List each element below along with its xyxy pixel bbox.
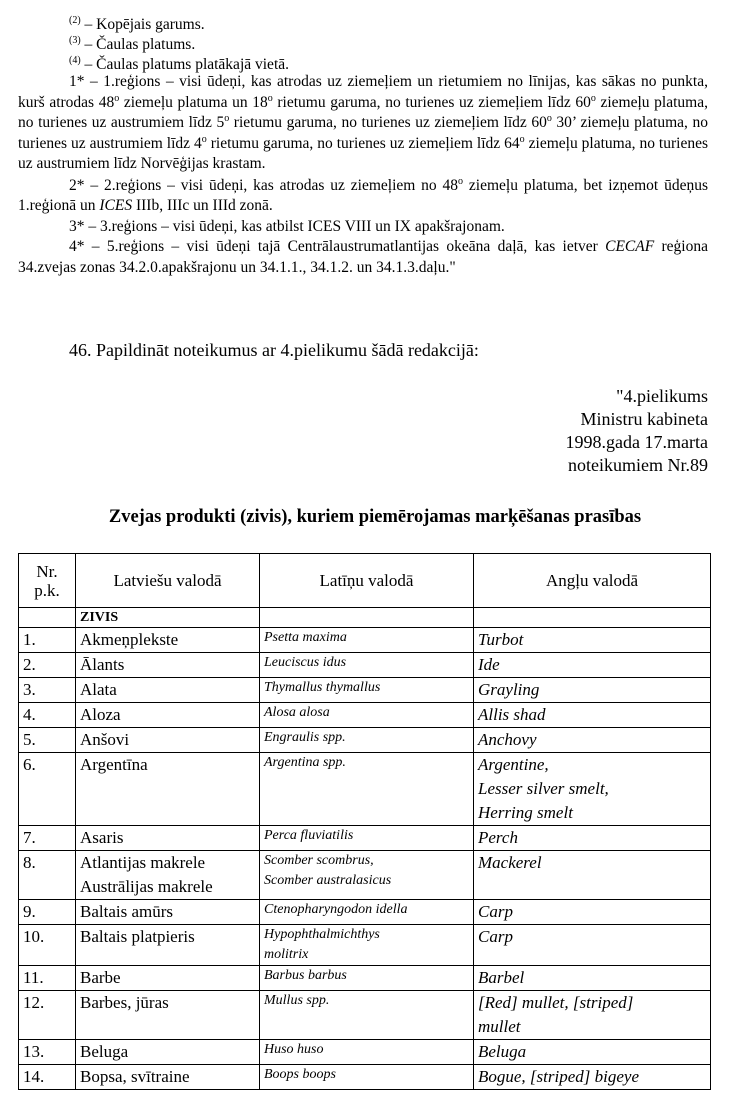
latin-name: Argentina spp.	[264, 755, 346, 770]
latvian-name-cell	[76, 728, 260, 753]
section-row	[19, 608, 711, 628]
table-row	[19, 966, 711, 991]
table-row	[19, 826, 711, 851]
row-number: 1.	[19, 628, 76, 653]
latvian-name: Asaris	[80, 828, 124, 847]
annex-line: 1998.gada 17.marta	[565, 432, 708, 452]
latin-name: Alosa alosa	[264, 705, 330, 720]
latvian-name: Argentīna	[80, 755, 148, 774]
row-number: 7.	[19, 826, 76, 851]
english-name: Perch	[478, 828, 518, 847]
english-name: [Red] mullet, [striped]	[478, 993, 634, 1012]
latvian-name-cell	[76, 678, 260, 703]
latin-name-cell	[260, 925, 474, 966]
latvian-name-cell	[76, 753, 260, 826]
footnote: $^{(2)}$ – Kopējais garums.	[69, 15, 205, 33]
table-row	[19, 900, 711, 925]
section-label: ZIVIS	[76, 608, 260, 628]
latvian-name-cell	[76, 653, 260, 678]
region-4-note: 4* – 5.reģions – visi ūdeņi tajā Centrālaustrumatlantijas okeāna daļā, kas ietver CECAF reģiona 34.zvejas zonas 34.2.0.apakšrajonu un 34.1.1., 34.1.2. un 34.1.3.daļu."	[18, 238, 708, 276]
latin-name: Psetta maxima	[264, 630, 347, 645]
table-row	[19, 851, 711, 900]
latin-name-cell	[260, 628, 474, 653]
latin-name: Engraulis spp.	[264, 730, 346, 745]
row-number: 11.	[19, 966, 76, 991]
section-empty-cell	[474, 608, 711, 628]
latin-name: Huso huso	[264, 1042, 324, 1057]
english-name: Mackerel	[478, 853, 542, 872]
row-number: 4.	[19, 703, 76, 728]
english-name: mullet	[478, 1017, 521, 1036]
latvian-name-cell	[76, 1065, 260, 1090]
footnote: $^{(3)}$ – Čaulas platums.	[69, 35, 196, 53]
latvian-name: Barbes, jūras	[80, 993, 169, 1012]
row-number: 5.	[19, 728, 76, 753]
table-row	[19, 653, 711, 678]
latvian-name-cell	[76, 900, 260, 925]
region-3-note: 3* – 3.reģions – visi ūdeņi, kas atbilst ICES VIII un IX apakšrajonam.	[69, 217, 505, 235]
english-name: Herring smelt	[478, 803, 573, 822]
english-name: Allis shad	[478, 705, 546, 724]
annex-line: "4.pielikums	[616, 386, 708, 406]
english-name-cell	[474, 851, 711, 900]
annex-line: noteikumiem Nr.89	[568, 455, 708, 475]
english-name-cell	[474, 628, 711, 653]
row-number: 10.	[19, 925, 76, 966]
latin-name-cell	[260, 1040, 474, 1065]
fish-table	[18, 553, 711, 1090]
latvian-name-cell	[76, 628, 260, 653]
latvian-name: Akmeņplekste	[80, 630, 179, 649]
latin-name-cell	[260, 703, 474, 728]
latin-name-cell	[260, 900, 474, 925]
latin-name-cell	[260, 1065, 474, 1090]
header-english: Angļu valodā	[474, 554, 711, 608]
row-number: 2.	[19, 653, 76, 678]
header-number: Nr. p.k.	[19, 554, 76, 608]
region-1-note: 1* – 1.reģions – visi ūdeņi, kas atrodas uz ziemeļiem un rietumiem no līnijas, kas sākas no punkta, kurš atrodas 48$^o$ ziemeļu platuma un 18$^o$ rietumu garuma, no turienes uz ziemeļiem līdz 60$^o$ ziemeļu platuma, no turienes uz austrumiem līdz 5$^o$ rietumu garuma, no turienes uz ziemeļiem līdz 60$^o$ 30’ ziemeļu platuma, no turienes uz austrumiem līdz 4$^o$ rietumu garuma, no turienes uz ziemeļiem līdz 64$^o$ ziemeļu platuma, no turienes uz austrumiem līdz Norvēģijas krastam.	[18, 73, 708, 172]
english-name-cell	[474, 653, 711, 678]
latvian-name-cell	[76, 966, 260, 991]
latin-name: Scomber scombrus,	[264, 853, 374, 868]
row-number: 14.	[19, 1065, 76, 1090]
latvian-name: Aloza	[80, 705, 121, 724]
latin-name-cell	[260, 826, 474, 851]
latin-name-cell	[260, 678, 474, 703]
latin-name: Thymallus thymallus	[264, 680, 381, 695]
amendment-item-46: 46. Papildināt noteikumus ar 4.pielikumu šādā redakcijā:	[69, 340, 479, 360]
section-empty-cell	[260, 608, 474, 628]
row-number: 6.	[19, 753, 76, 826]
region-notes	[18, 72, 708, 278]
latin-name: Hypophthalmichthys	[264, 927, 380, 942]
latin-name-cell	[260, 753, 474, 826]
latin-name-cell	[260, 991, 474, 1040]
english-name-cell	[474, 1065, 711, 1090]
table-row	[19, 678, 711, 703]
row-number: 9.	[19, 900, 76, 925]
table-row	[19, 925, 711, 966]
latin-name: Ctenopharyngodon idella	[264, 902, 408, 917]
latin-name: molitrix	[264, 947, 309, 962]
region-2-note: 2* – 2.reģions – visi ūdeņi, kas atrodas uz ziemeļiem no 48$^o$ ziemeļu platuma, bet izņemot ūdeņus 1.reģionā un ICES IIIb, IIIc un IIId zonā.	[18, 175, 708, 214]
annex-line: Ministru kabineta	[580, 409, 708, 429]
english-name-cell	[474, 991, 711, 1040]
english-name-cell	[474, 728, 711, 753]
english-name-cell	[474, 753, 711, 826]
latvian-name-cell	[76, 925, 260, 966]
latvian-name: Beluga	[80, 1042, 129, 1061]
latin-name: Scomber australasicus	[264, 873, 392, 888]
english-name: Turbot	[478, 630, 524, 649]
table-row	[19, 728, 711, 753]
latvian-name-cell	[76, 826, 260, 851]
row-number: 8.	[19, 851, 76, 900]
english-name: Carp	[478, 902, 513, 921]
english-name-cell	[474, 900, 711, 925]
english-name: Grayling	[478, 680, 540, 699]
annex-header	[566, 385, 708, 477]
latvian-name: Austrālijas makrele	[80, 877, 213, 896]
latin-name: Mullus spp.	[264, 993, 330, 1008]
table-row	[19, 703, 711, 728]
english-name: Anchovy	[478, 730, 537, 749]
latin-name: Perca fluviatilis	[264, 828, 354, 843]
table-row	[19, 1065, 711, 1090]
header-latvian: Latviešu valodā	[76, 554, 260, 608]
latin-name: Barbus barbus	[264, 968, 347, 983]
latvian-name: Barbe	[80, 968, 121, 987]
latvian-name: Ālants	[80, 655, 125, 674]
latin-name-cell	[260, 966, 474, 991]
section-empty-cell	[19, 608, 76, 628]
table-row	[19, 628, 711, 653]
english-name-cell	[474, 925, 711, 966]
latvian-name: Alata	[80, 680, 117, 699]
row-number: 13.	[19, 1040, 76, 1065]
latvian-name-cell	[76, 991, 260, 1040]
english-name-cell	[474, 966, 711, 991]
english-name-cell	[474, 703, 711, 728]
table-header-row	[19, 554, 711, 608]
footnote: $^{(4)}$ – Čaulas platums platākajā vietā.	[69, 55, 289, 73]
header-latin: Latīņu valodā	[260, 554, 474, 608]
english-name: Bogue, [striped] bigeye	[478, 1067, 639, 1086]
latin-name: Leuciscus idus	[264, 655, 347, 670]
english-name-cell	[474, 826, 711, 851]
latvian-name: Baltais amūrs	[80, 902, 174, 921]
english-name-cell	[474, 678, 711, 703]
table-row	[19, 991, 711, 1040]
row-number: 12.	[19, 991, 76, 1040]
latvian-name: Anšovi	[80, 730, 130, 749]
latvian-name-cell	[76, 703, 260, 728]
english-name: Lesser silver smelt,	[478, 779, 609, 798]
table-row	[19, 1040, 711, 1065]
latvian-name: Bopsa, svītraine	[80, 1067, 190, 1086]
table-title: Zvejas produkti (zivis), kuriem piemērojamas marķēšanas prasības	[108, 507, 642, 527]
latvian-name-cell	[76, 851, 260, 900]
english-name: Argentine,	[478, 755, 549, 774]
latvian-name: Atlantijas makrele	[80, 853, 206, 872]
english-name: Carp	[478, 927, 513, 946]
latin-name-cell	[260, 851, 474, 900]
table-row	[19, 753, 711, 826]
latin-name-cell	[260, 653, 474, 678]
latin-name-cell	[260, 728, 474, 753]
english-name: Barbel	[478, 968, 525, 987]
english-name-cell	[474, 1040, 711, 1065]
english-name: Ide	[478, 655, 500, 674]
latvian-name: Baltais platpieris	[80, 927, 195, 946]
latin-name: Boops boops	[264, 1067, 336, 1082]
latvian-name-cell	[76, 1040, 260, 1065]
english-name: Beluga	[478, 1042, 527, 1061]
row-number: 3.	[19, 678, 76, 703]
